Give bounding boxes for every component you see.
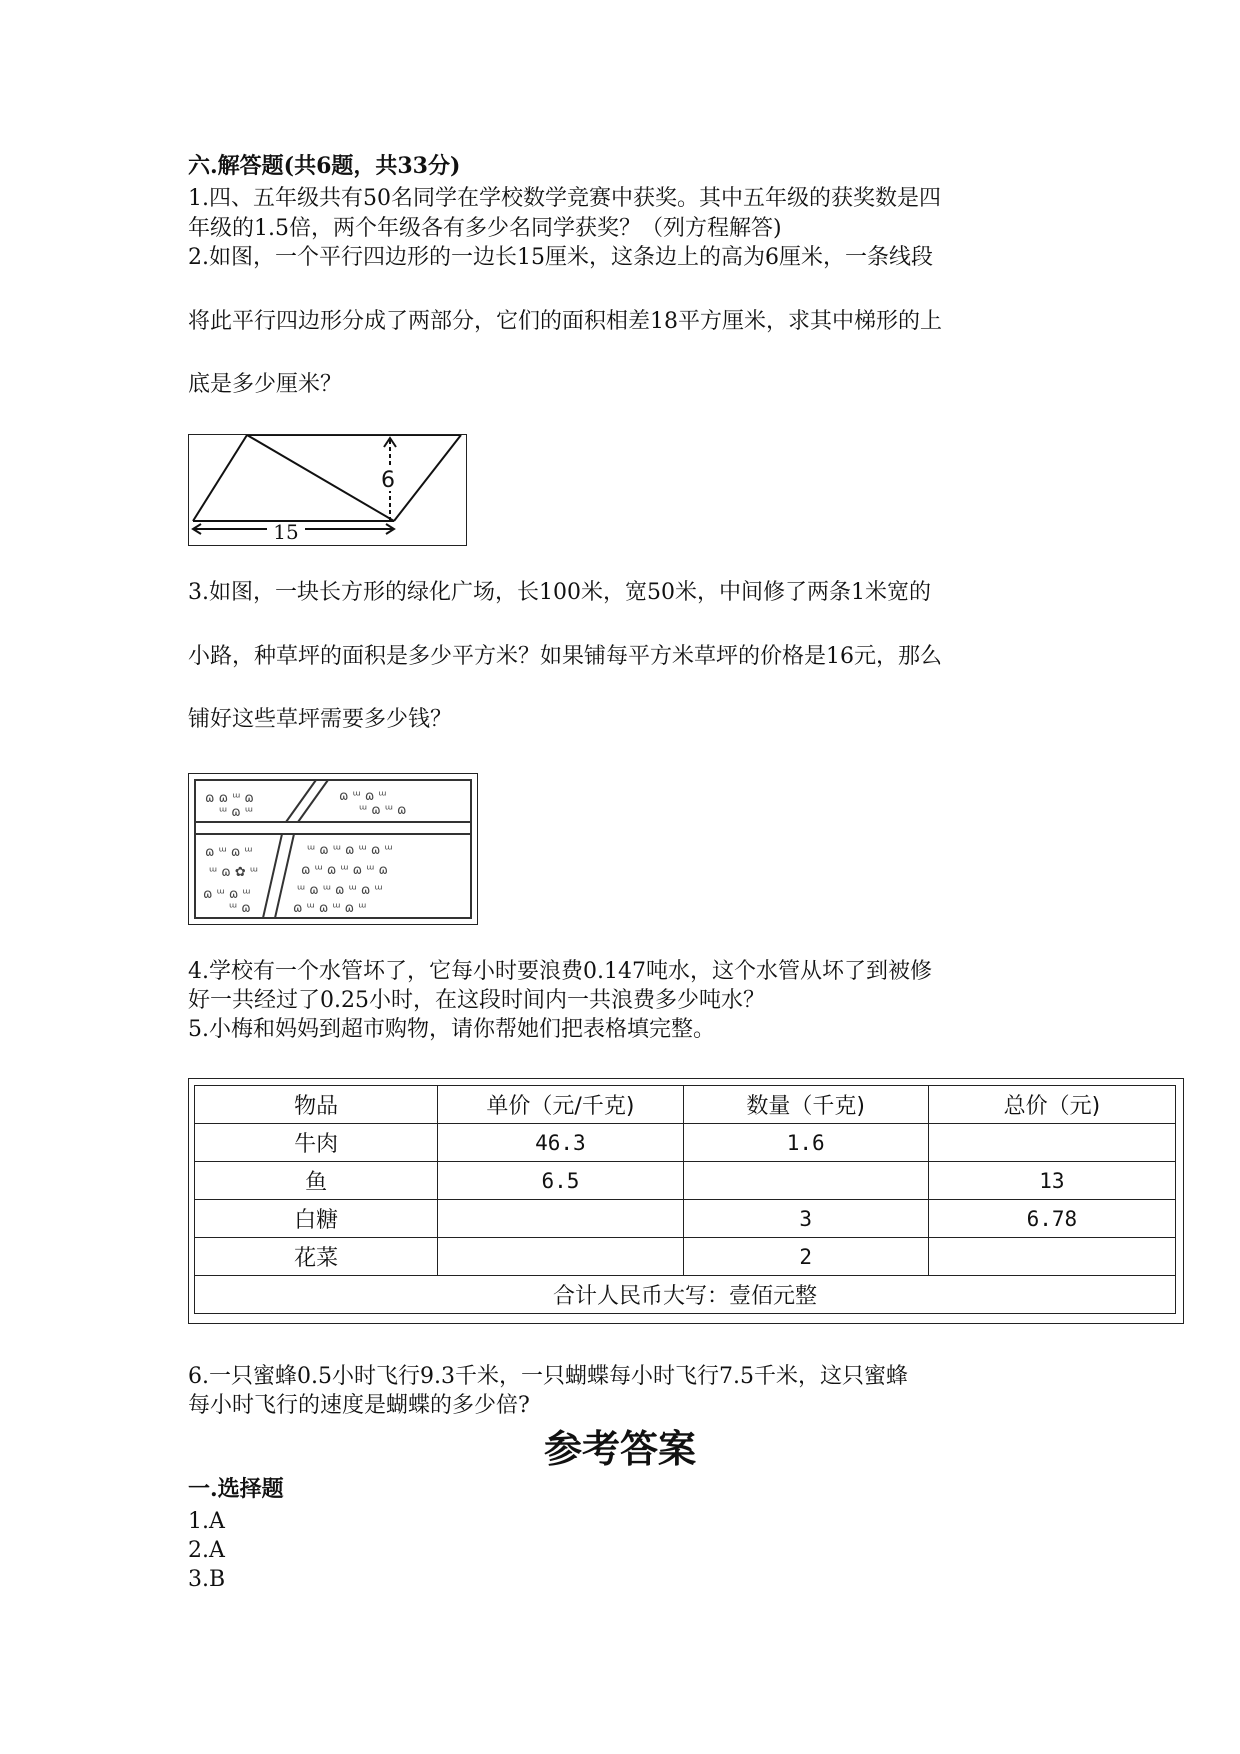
header-item: 物品 [195, 1086, 438, 1124]
svg-text:ᵚ ɷ ᵚ ɷ ᵚ ɷ ᵚ: ᵚ ɷ ᵚ ɷ ᵚ ɷ ᵚ [297, 883, 383, 898]
question-2-line-1: 2.如图，一个平行四边形的一边长15厘米，这条边上的高为6厘米，一条线段 [188, 245, 933, 270]
shopping-table [194, 1085, 1176, 1314]
table-row [195, 1124, 1176, 1162]
svg-text:ᵚ ɷ ᵚ: ᵚ ɷ ᵚ [219, 805, 253, 820]
svg-text:ɷ ᵚ ɷ ᵚ ɷ ᵚ: ɷ ᵚ ɷ ᵚ ɷ ᵚ [293, 901, 367, 916]
parallelogram-diagram [189, 435, 466, 545]
question-6-line-2: 每小时飞行的速度是蝴蝶的多少倍? [188, 1393, 530, 1418]
header-quantity: 数量（千克) [683, 1086, 928, 1124]
question-3-line-1: 3.如图，一块长方形的绿化广场，长100米，宽50米，中间修了两条1米宽的 [188, 580, 931, 605]
cell-item: 鱼 [195, 1162, 438, 1200]
base-label: 15 [273, 520, 299, 544]
table-row [195, 1238, 1176, 1276]
header-unit-price: 单价（元/千克) [438, 1086, 683, 1124]
height-label: 6 [381, 468, 395, 493]
cell-total: 6.78 [928, 1200, 1175, 1238]
vertical-path-lower-right [275, 834, 294, 918]
question-4-line-1: 4.学校有一个水管坏了，它每小时要浪费0.147吨水，这个水管从坏了到被修 [188, 959, 932, 984]
cell-total [928, 1124, 1175, 1162]
table-header-row [195, 1086, 1176, 1124]
cell-unit-price [438, 1200, 683, 1238]
cell-unit-price: 6.5 [438, 1162, 683, 1200]
vertical-path-upper-left [286, 780, 316, 822]
table-footer-total: 合计人民币大写：壹佰元整 [195, 1276, 1176, 1314]
green-plaza-diagram [189, 774, 477, 924]
question-2-line-2: 将此平行四边形分成了两部分，它们的面积相差18平方厘米，求其中梯形的上 [188, 309, 942, 334]
cell-unit-price: 46.3 [438, 1124, 683, 1162]
question-1-line-2: 年级的1.5倍，两个年级各有多少名同学获奖？（列方程解答) [188, 216, 782, 241]
question-3-line-2: 小路，种草坪的面积是多少平方米？如果铺每平方米草坪的价格是16元，那么 [188, 644, 942, 669]
cell-total [928, 1238, 1175, 1276]
question-6-line-1: 6.一只蜜蜂0.5小时飞行9.3千米，一只蝴蝶每小时飞行7.5千米，这只蜜蜂 [188, 1364, 908, 1389]
table-footer-row [195, 1276, 1176, 1314]
parallelogram-right-edge [394, 435, 461, 521]
table-row [195, 1200, 1176, 1238]
svg-text:ɷ ɷ ᵚ ɷ: ɷ ɷ ᵚ ɷ [205, 791, 254, 806]
answer-item: 3.B [188, 1567, 226, 1592]
svg-text:ᵚ ɷ ᵚ ɷ ᵚ ɷ ᵚ: ᵚ ɷ ᵚ ɷ ᵚ ɷ ᵚ [307, 843, 393, 858]
vertical-path-upper-right [298, 780, 328, 822]
question-3-line-3: 铺好这些草坪需要多少钱？ [188, 707, 453, 732]
cell-item: 白糖 [195, 1200, 438, 1238]
cell-item: 花菜 [195, 1238, 438, 1276]
question-4-line-2: 好一共经过了0.25小时，在这段时间内一共浪费多少吨水？ [188, 988, 765, 1013]
svg-text:ᵚ ɷ ᵚ ɷ: ᵚ ɷ ᵚ ɷ [359, 803, 407, 818]
cell-quantity: 1.6 [683, 1124, 928, 1162]
grass-texture [203, 789, 407, 916]
parallelogram-left-edge [193, 435, 247, 521]
svg-text:ɷ ᵚ ɷ ᵚ ɷ ᵚ ɷ: ɷ ᵚ ɷ ᵚ ɷ ᵚ ɷ [301, 863, 388, 878]
table-row [195, 1162, 1176, 1200]
cell-item: 牛肉 [195, 1124, 438, 1162]
svg-text:ɷ ᵚ ɷ ᵚ: ɷ ᵚ ɷ ᵚ [203, 887, 251, 902]
cell-quantity [683, 1162, 928, 1200]
green-plaza-figure [188, 773, 478, 925]
header-total: 总价（元) [928, 1086, 1175, 1124]
cell-total: 13 [928, 1162, 1175, 1200]
svg-text:ᵚ ɷ: ᵚ ɷ [229, 901, 251, 916]
question-5-line-1: 5.小梅和妈妈到超市购物，请你帮她们把表格填完整。 [188, 1017, 715, 1042]
answers-title: 参考答案 [543, 1426, 696, 1471]
cell-quantity: 2 [683, 1238, 928, 1276]
shopping-table-frame [188, 1078, 1184, 1324]
cell-quantity: 3 [683, 1200, 928, 1238]
answer-item: 1.A [188, 1509, 225, 1534]
cell-unit-price [438, 1238, 683, 1276]
answer-item: 2.A [188, 1538, 225, 1563]
dividing-line-segment [247, 435, 394, 521]
section-heading: 六.解答题(共6题，共33分) [188, 153, 461, 179]
svg-text:ɷ ᵚ ɷ ᵚ: ɷ ᵚ ɷ ᵚ [205, 845, 253, 860]
parallelogram-figure [188, 434, 467, 546]
question-1-line-1: 1.四、五年级共有50名同学在学校数学竞赛中获奖。其中五年级的获奖数是四 [188, 186, 941, 211]
svg-text:ɷ ᵚ ɷ ᵚ: ɷ ᵚ ɷ ᵚ [339, 789, 387, 804]
question-2-line-3: 底是多少厘米？ [188, 372, 343, 397]
vertical-path-lower-left [263, 834, 282, 918]
svg-text:ᵚ ɷ ✿ ᵚ: ᵚ ɷ ✿ ᵚ [209, 865, 258, 880]
answers-section-heading: 一.选择题 [188, 1476, 284, 1502]
